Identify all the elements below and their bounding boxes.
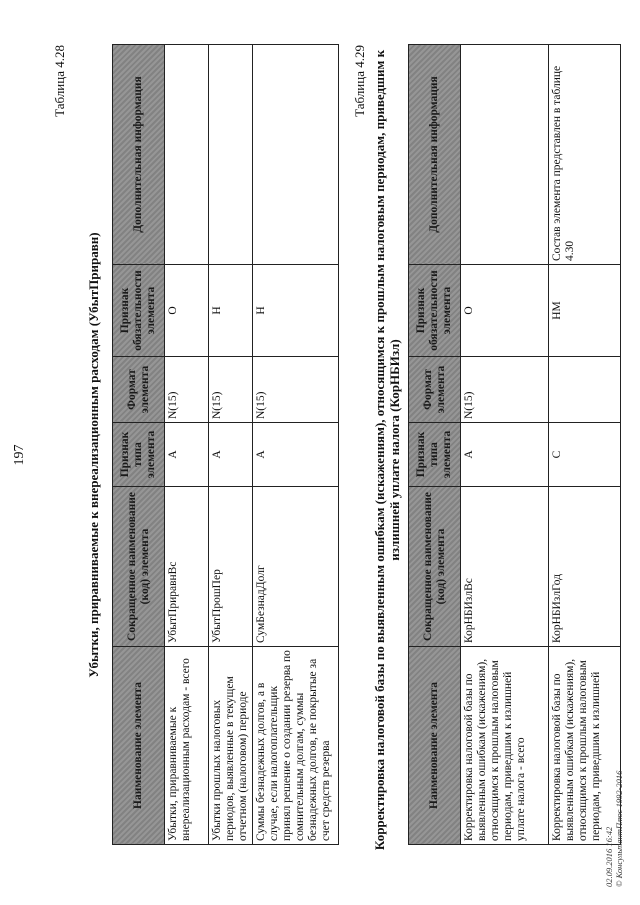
footer-stamp-date: 02.09.2016 16:42	[604, 826, 614, 887]
page-number: 197	[12, 444, 27, 466]
table1-caption: Таблица 4.28	[52, 45, 67, 117]
table-cell: О	[461, 265, 549, 357]
table-cell: СумБезнадДолг	[253, 487, 339, 647]
table-cell: N(15)	[461, 357, 549, 423]
table1-header-cell: Признак типа элемента	[113, 423, 165, 487]
table2-title	[372, 25, 402, 875]
table1-header-cell: Наименование элемента	[113, 647, 165, 845]
table-cell	[209, 45, 253, 265]
table2-header-row	[409, 45, 461, 845]
table-cell: Корректировка налоговой базы по выявленным ошибкам (искажениям), относящимся к прошлым налоговым периодам, приведшим к излишней	[549, 647, 621, 845]
table-cell: Убытки прошлых налоговых периодов, выявленные в текущем отчетном (налоговом) периоде	[209, 647, 253, 845]
table-cell: О	[165, 265, 209, 357]
table2-title-line1: Корректировка налоговой базы по выявленным ошибкам (искажениям), относящимся к прошлым налоговым периодам, приведшим к	[372, 49, 387, 851]
table-cell: Убытки, приравниваемые к внереализационным расходам - всего	[165, 647, 209, 845]
table-row	[253, 45, 339, 845]
table1-title: Убытки, приравниваемые к внереализационным расходам (УбытПриравн)	[86, 232, 101, 678]
table-cell: А	[165, 423, 209, 487]
table2	[408, 44, 621, 845]
table2-title-line2: излишней уплате налога (КорНБИзл)	[387, 339, 402, 561]
table2-header-cell: Признак типа элемента	[409, 423, 461, 487]
table-cell: N(15)	[209, 357, 253, 423]
table1-header-cell: Признак обязательности элемента	[113, 265, 165, 357]
table-cell	[253, 45, 339, 265]
table-cell: С	[549, 423, 621, 487]
table-cell: А	[209, 423, 253, 487]
table-cell	[461, 45, 549, 265]
table-cell	[549, 357, 621, 423]
table1-header-cell: Формат элемента	[113, 357, 165, 423]
table2-header-cell: Наименование элемента	[409, 647, 461, 845]
footer-stamp-source: © КонсультантПлюс 1992-2016	[614, 770, 624, 887]
table2-header-cell: Признак обязательности элемента	[409, 265, 461, 357]
table-cell	[165, 45, 209, 265]
table-cell: Корректировка налоговой базы по выявленным ошибкам (искажениям), относящимся к прошлым налоговым периодам, приведшим к излишней уплате налога - всего	[461, 647, 549, 845]
table-cell: Состав элемента представлен в таблице 4.30	[549, 45, 621, 265]
table1-header-cell: Сокращенное наименование (код) элемента	[113, 487, 165, 647]
table-cell: УбытПриравнВс	[165, 487, 209, 647]
table-cell: УбытПрошПер	[209, 487, 253, 647]
table1-header-cell: Дополнительная информация	[113, 45, 165, 265]
table-row	[461, 45, 549, 845]
table-cell: Н	[253, 265, 339, 357]
table1	[112, 44, 339, 845]
table-cell: N(15)	[165, 357, 209, 423]
table2-header-cell: Дополнительная информация	[409, 45, 461, 265]
footer-stamp	[604, 667, 624, 887]
table-cell: Суммы безнадежных долгов, а в случае, если налогоплательщик принял решение о создании резерва по сомнительным долгам, суммы безнадежных долгов, не покрытые за счет средств резерва	[253, 647, 339, 845]
table-row	[209, 45, 253, 845]
table2-header-cell: Сокращенное наименование (код) элемента	[409, 487, 461, 647]
table-row	[165, 45, 209, 845]
table-cell: КорНБИзлВс	[461, 487, 549, 647]
table-cell: КорНБИзлГод	[549, 487, 621, 647]
table-cell: N(15)	[253, 357, 339, 423]
table1-header-row	[113, 45, 165, 845]
table-cell: НМ	[549, 265, 621, 357]
table2-header-cell: Формат элемента	[409, 357, 461, 423]
table-cell: Н	[209, 265, 253, 357]
table2-caption: Таблица 4.29	[352, 45, 367, 117]
table-cell: А	[461, 423, 549, 487]
table-cell: А	[253, 423, 339, 487]
